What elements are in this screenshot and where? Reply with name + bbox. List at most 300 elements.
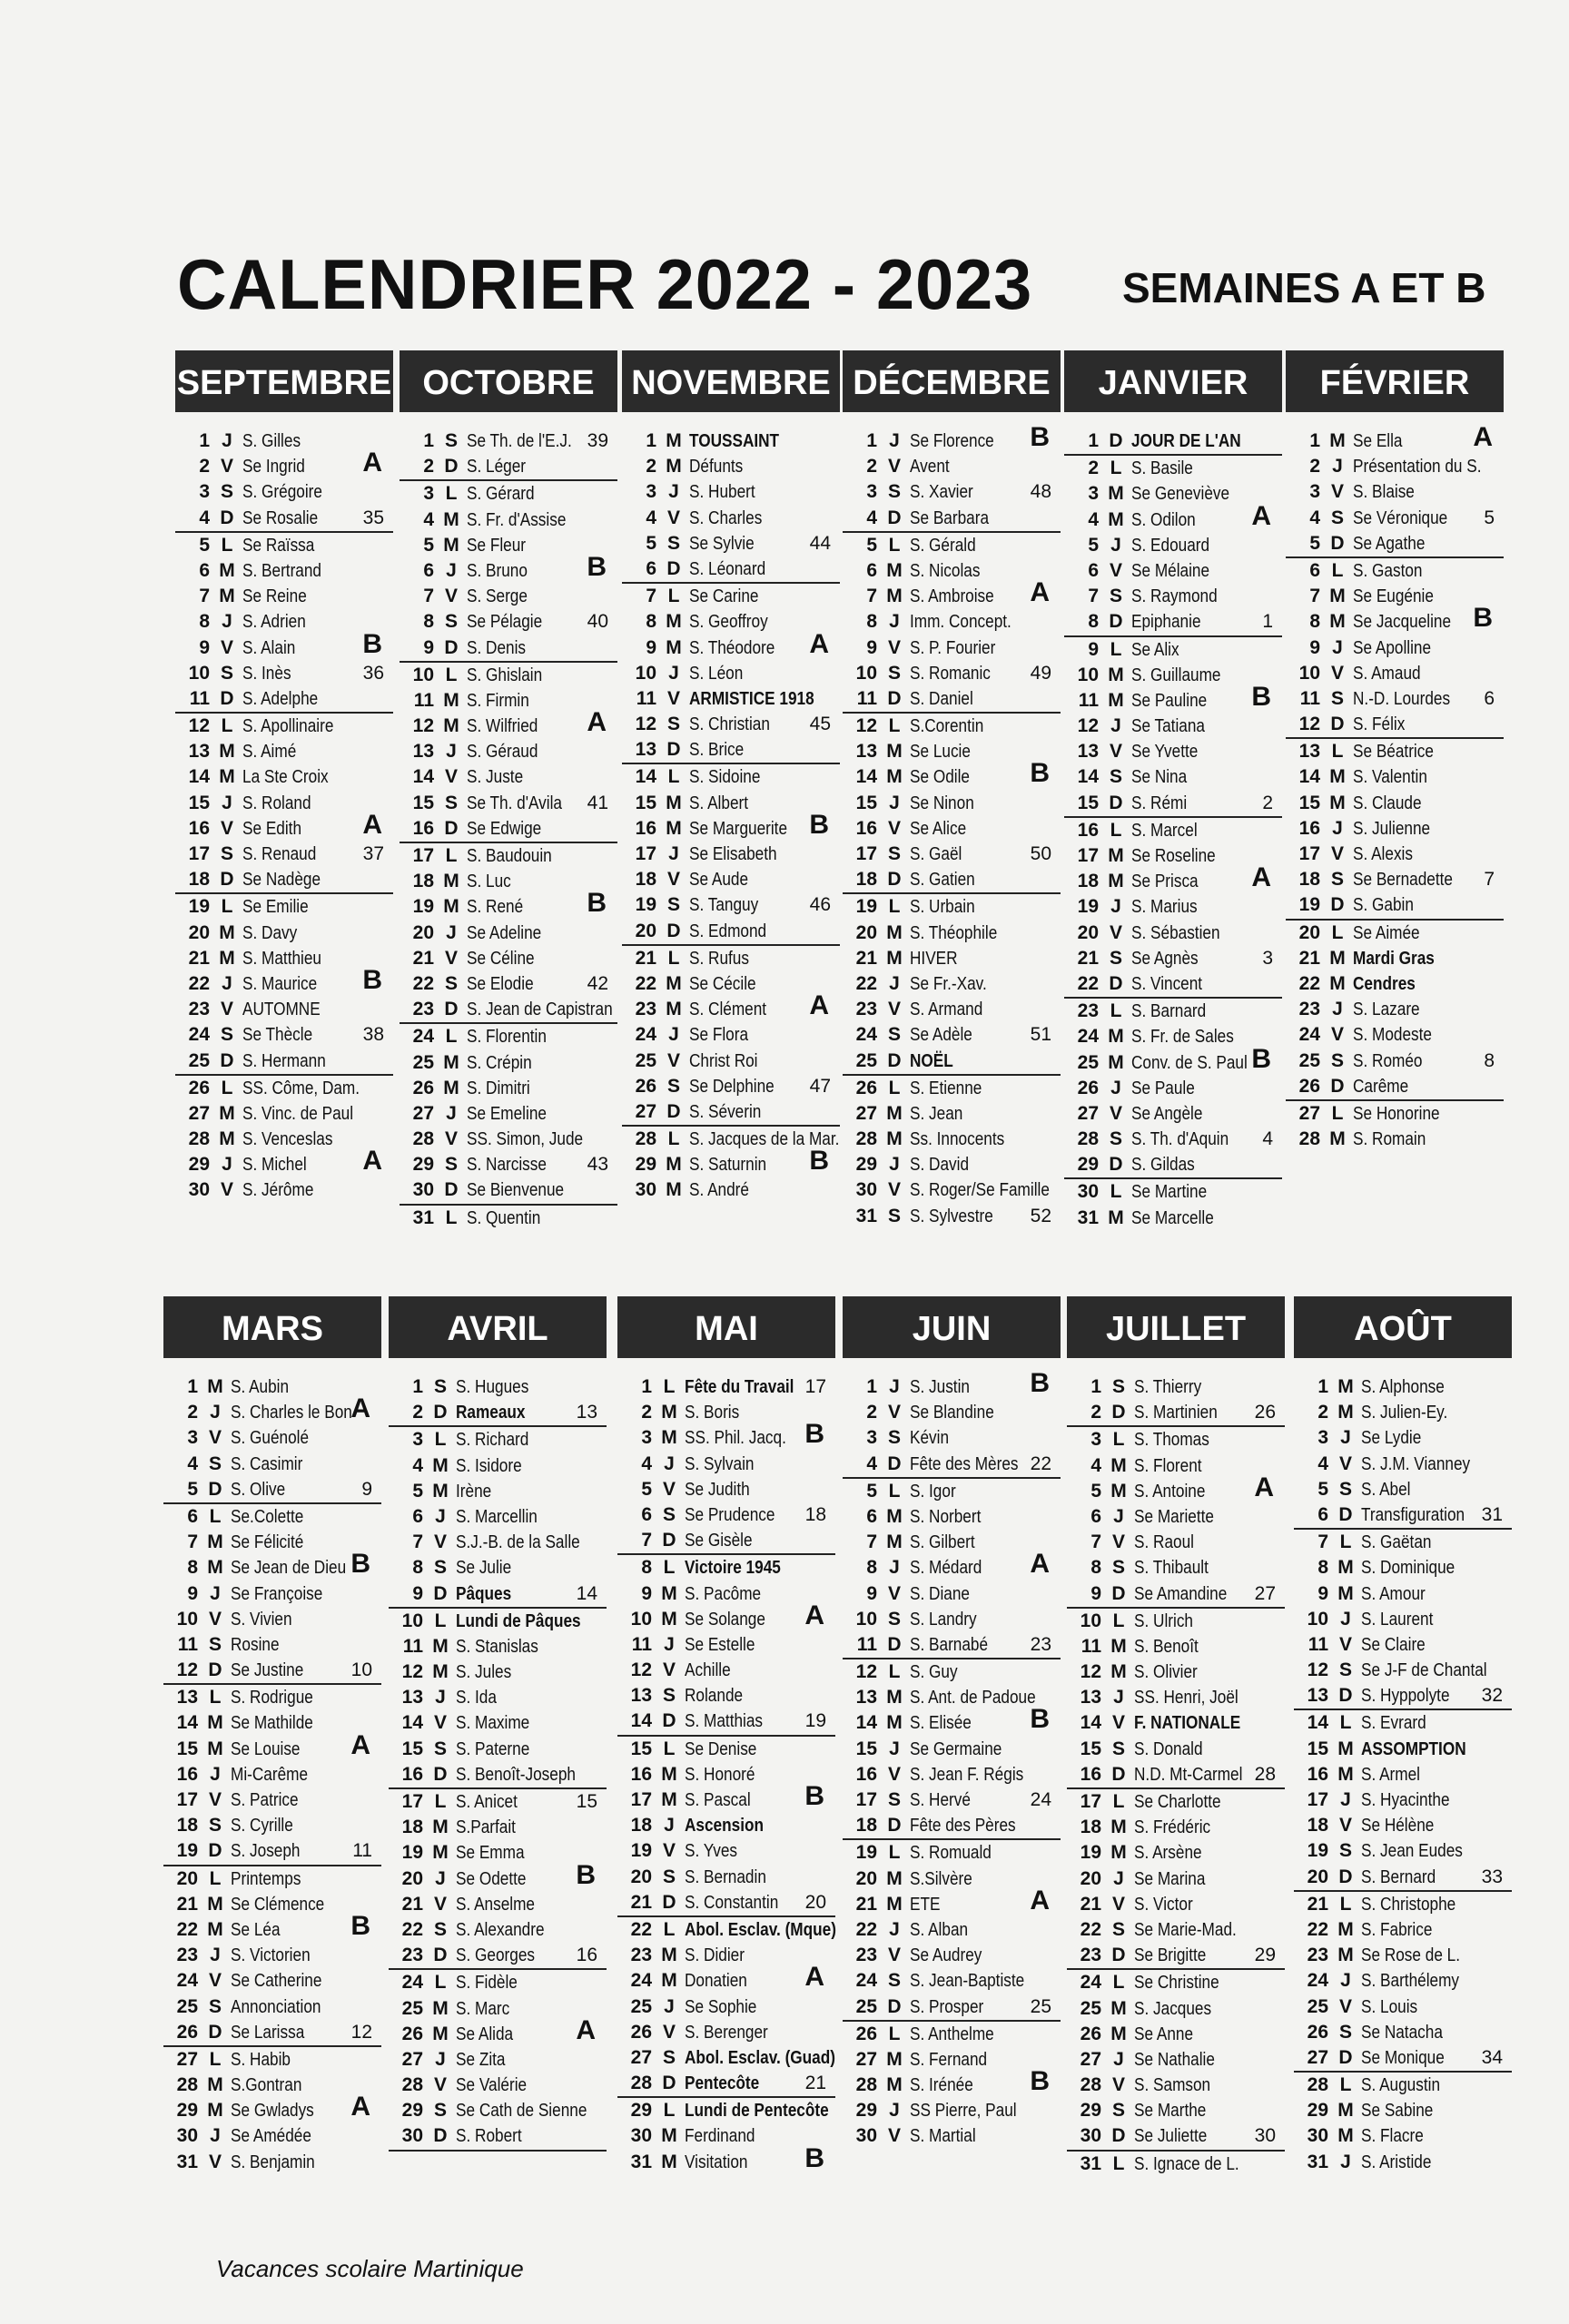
day-row (175, 506, 393, 533)
weekday-letter: M (1337, 1918, 1354, 1940)
saint-name: Se Julie (456, 1558, 512, 1579)
saint-name: S. Thibault (1134, 1558, 1209, 1579)
month-header: NOVEMBRE (622, 350, 840, 412)
weekday-letter: J (1340, 1427, 1351, 1449)
saint-name: S. Renaud (242, 844, 317, 864)
saint-name: S.Gontran (231, 2075, 302, 2096)
saint-name: Se Valérie (456, 2075, 528, 2096)
saint-name: S. Géraud (467, 742, 538, 763)
day-row (1286, 791, 1504, 816)
weekday-letter: J (1110, 1077, 1121, 1098)
weekday-letter: D (444, 817, 459, 839)
saint-name: S. Barnard (1131, 1001, 1207, 1022)
weekday-letter: V (662, 1840, 676, 1862)
week-number: 43 (587, 1154, 608, 1176)
saint-name: S. Jean Eudes (1361, 1841, 1463, 1862)
weekday-letter: V (433, 1531, 447, 1553)
saint-name: S. Luc (467, 872, 511, 892)
day-number: 23 (855, 999, 877, 1020)
day-number: 24 (401, 1972, 423, 1994)
week-number: 20 (804, 1891, 826, 1913)
day-row (617, 1994, 835, 2020)
weekday-letter: J (889, 1557, 900, 1579)
day-number: 3 (866, 481, 877, 503)
day-row (175, 1101, 393, 1127)
day-row (400, 609, 617, 635)
weekday-letter: D (1111, 1945, 1126, 1966)
weekday-letter: S (1109, 586, 1122, 607)
day-row (389, 1400, 607, 1427)
day-number: 24 (630, 1970, 652, 1992)
day-number: 19 (401, 1842, 423, 1864)
saint-name: ASSOMPTION (1361, 1738, 1466, 1759)
day-number: 6 (1088, 559, 1099, 581)
saint-name: Se Paule (1131, 1078, 1195, 1098)
saint-name: Se Raïssa (242, 535, 315, 556)
day-list (175, 428, 393, 1204)
day-number: 20 (412, 921, 434, 943)
day-number: 23 (1080, 1945, 1101, 1966)
saint-name: Se Alix (1131, 639, 1179, 660)
saint-name: Irène (456, 1481, 492, 1502)
saint-name: S. Guénolé (231, 1428, 310, 1449)
day-number: 5 (199, 534, 210, 556)
weekday-letter: D (887, 1995, 902, 2017)
day-row (1294, 2020, 1512, 2045)
day-number: 30 (635, 1179, 656, 1201)
weekday-letter: S (1330, 869, 1344, 891)
month-12 (1294, 1296, 1512, 2175)
saint-name: S. Olivier (1134, 1662, 1198, 1683)
day-row (843, 1607, 1061, 1632)
weekday-letter: J (1110, 896, 1121, 918)
saint-name: S. Davy (242, 922, 298, 943)
day-row (622, 919, 840, 946)
day-row (1067, 1634, 1285, 1659)
day-row (617, 1917, 835, 1943)
saint-name: SS. Côme, Dam. (242, 1078, 360, 1098)
weekday-letter: M (1110, 1635, 1127, 1657)
weekday-letter: J (1340, 2151, 1351, 2172)
week-number: 49 (1030, 662, 1051, 684)
month-header: AOÛT (1294, 1296, 1512, 1358)
weekday-letter: L (445, 1206, 458, 1228)
weekday-letter: L (209, 1867, 222, 1889)
saint-name: N.D. Mt-Carmel (1134, 1764, 1243, 1785)
saint-name: S. René (467, 897, 524, 918)
day-number: 19 (630, 1840, 652, 1862)
day-row (400, 739, 617, 764)
weekday-letter: M (886, 1505, 903, 1527)
day-row (1286, 479, 1504, 505)
day-number: 4 (641, 1452, 652, 1474)
weekday-letter: J (1340, 1970, 1351, 1992)
weekday-letter: S (220, 662, 233, 684)
week-number: 1 (1262, 611, 1273, 633)
week-number: 11 (352, 1840, 372, 1862)
saint-name: Se Th. d'Avila (467, 793, 562, 813)
weekday-letter: L (1112, 1791, 1125, 1812)
weekday-letter: M (207, 1712, 223, 1734)
weekday-letter: D (444, 636, 459, 658)
week-number: 5 (1484, 507, 1495, 528)
day-number: 27 (630, 2046, 652, 2068)
day-number: 14 (630, 1710, 652, 1732)
weekday-letter: M (207, 2074, 223, 2096)
saint-name: S. Th. d'Aquin (1131, 1129, 1229, 1150)
saint-name: S. Michel (242, 1155, 307, 1176)
saint-name: Se Barbara (910, 507, 990, 528)
saint-name: S. Julienne (1353, 818, 1431, 839)
weekday-letter: M (1110, 1454, 1127, 1476)
day-number: 16 (855, 1763, 877, 1785)
weekday-letter: V (208, 1970, 222, 1992)
week-number: 21 (804, 2073, 826, 2094)
day-row (175, 448, 393, 479)
saint-name: S. Théodore (689, 637, 775, 658)
day-number: 1 (199, 430, 210, 451)
day-row (1067, 2123, 1285, 2151)
day-number: 20 (1307, 1866, 1328, 1887)
day-row (1294, 2123, 1512, 2149)
day-number: 30 (412, 1179, 434, 1201)
day-row (1286, 531, 1504, 558)
weekday-letter: M (207, 1557, 223, 1579)
week-type-marker: A (1030, 577, 1050, 608)
day-number: 25 (176, 1995, 198, 2017)
saint-name: S. Flacre (1361, 2126, 1424, 2147)
weekday-letter: M (1329, 792, 1346, 813)
day-row (843, 1076, 1061, 1101)
day-number: 11 (856, 687, 877, 709)
week-type-marker: B (1030, 422, 1050, 452)
saint-name: S. Armel (1361, 1764, 1420, 1785)
day-number: 27 (188, 1102, 210, 1124)
day-row (1286, 971, 1504, 997)
weekday-letter: V (887, 1763, 901, 1785)
day-row (389, 1504, 607, 1530)
day-row (389, 1659, 607, 1685)
day-row (163, 1393, 381, 1425)
day-row (843, 1400, 1061, 1425)
day-number: 9 (412, 1582, 423, 1604)
saint-name: Se Sabine (1361, 2101, 1434, 2122)
weekday-letter: L (1110, 1000, 1122, 1022)
weekday-letter: S (666, 532, 680, 554)
weekday-letter: M (886, 1867, 903, 1889)
day-number: 20 (176, 1867, 198, 1889)
weekday-letter: M (886, 947, 903, 969)
saint-name: S. Rémi (1131, 793, 1188, 813)
day-number: 8 (1088, 611, 1099, 633)
day-number: 10 (630, 1608, 652, 1630)
day-number: 6 (423, 559, 434, 581)
saint-name: S. Gabin (1353, 895, 1414, 916)
day-number: 15 (401, 1738, 423, 1759)
day-number: 8 (646, 611, 656, 633)
day-row (1064, 663, 1282, 688)
saint-name: S. Adrien (242, 612, 306, 633)
day-row (1294, 1658, 1512, 1683)
saint-name: S. Firmin (467, 690, 529, 711)
saint-name: S. Alexis (1353, 844, 1413, 864)
day-number: 21 (855, 1893, 877, 1915)
day-number: 7 (1088, 586, 1099, 607)
day-row (389, 1996, 607, 2022)
saint-name: S. Urbain (910, 897, 975, 918)
day-row (1064, 894, 1282, 920)
day-row (843, 1022, 1061, 1048)
saint-name: S. Sylvain (685, 1453, 755, 1474)
day-row (1286, 764, 1504, 790)
day-row (1067, 1453, 1285, 1479)
day-row (1064, 971, 1282, 999)
day-list (163, 1374, 381, 2175)
day-number: 4 (646, 507, 656, 528)
day-row (389, 1970, 607, 1995)
day-number: 12 (1307, 1659, 1328, 1681)
weekday-letter: J (222, 972, 232, 994)
day-number: 23 (412, 999, 434, 1020)
week-type-marker: B (350, 1910, 370, 1941)
saint-name: Se Catherine (231, 1971, 322, 1992)
day-row (1067, 1737, 1285, 1762)
day-row (1064, 1043, 1282, 1076)
saint-name: Se Agnès (1131, 948, 1199, 969)
day-number: 16 (1307, 1763, 1328, 1785)
day-row (622, 1049, 840, 1074)
day-number: 22 (855, 972, 877, 994)
saint-name: S. Dimitri (467, 1078, 530, 1098)
weekday-letter: V (1330, 481, 1344, 503)
day-number: 7 (1090, 1531, 1101, 1553)
saint-name: Se Véronique (1353, 507, 1448, 528)
weekday-letter: J (1340, 1789, 1351, 1810)
day-number: 2 (641, 1402, 652, 1423)
saint-name: Se Mathilde (231, 1713, 313, 1734)
day-row (175, 428, 393, 454)
day-row (400, 946, 617, 971)
weekday-letter: V (433, 2074, 447, 2096)
saint-name: Se Alida (456, 2024, 514, 2044)
weekday-letter: J (210, 1945, 221, 1966)
weekday-letter: L (1110, 819, 1122, 841)
saint-name: Se Fleur (467, 535, 527, 556)
day-number: 14 (1298, 766, 1320, 788)
day-row (1067, 1789, 1285, 1815)
day-row (617, 1709, 835, 1736)
day-row (1294, 1477, 1512, 1502)
day-number: 1 (866, 1376, 877, 1397)
day-row (843, 1101, 1061, 1127)
calendar-title: CALENDRIER 2022 - 2023 (177, 244, 1033, 324)
day-number: 10 (412, 664, 434, 685)
day-number: 14 (176, 1712, 198, 1734)
week-type-marker: B (1030, 1704, 1050, 1735)
day-number: 9 (1088, 638, 1099, 660)
weekday-letter: M (207, 1531, 223, 1553)
day-number: 25 (401, 1997, 423, 2019)
saint-name: S. Christian (689, 714, 770, 735)
day-row (400, 1127, 617, 1152)
weekday-letter: M (207, 2100, 223, 2122)
weekday-letter: J (446, 921, 457, 943)
day-row (163, 2123, 381, 2149)
day-number: 18 (1080, 1817, 1101, 1838)
day-number: 22 (401, 1918, 423, 1940)
weekday-letter: S (1111, 1557, 1125, 1579)
day-row (175, 1049, 393, 1076)
saint-name: S. Boris (685, 1403, 740, 1423)
weekday-letter: D (887, 687, 902, 709)
weekday-letter: D (1111, 2125, 1126, 2147)
weekday-letter: M (666, 817, 682, 839)
saint-name: Se Bernadette (1353, 870, 1453, 891)
weekday-letter: M (666, 430, 682, 451)
day-number: 20 (1298, 921, 1320, 943)
weekday-letter: M (432, 1480, 449, 1502)
weekday-letter: L (1112, 1429, 1125, 1451)
weekday-letter: M (886, 766, 903, 788)
saint-name: S. Gaël (910, 844, 962, 864)
day-number: 20 (401, 1867, 423, 1889)
day-number: 4 (412, 1454, 423, 1476)
day-number: 17 (1307, 1789, 1328, 1810)
saint-name: Se Yvette (1131, 742, 1199, 763)
saint-name: Se Charlotte (1134, 1792, 1221, 1812)
day-row (163, 1374, 381, 1400)
week-number: 34 (1481, 2046, 1503, 2068)
saint-name: Se Louise (231, 1738, 301, 1759)
day-number: 3 (646, 481, 656, 503)
weekday-letter: L (209, 1505, 222, 1527)
day-row (400, 921, 617, 946)
day-number: 27 (855, 2048, 877, 2070)
day-row (1067, 1892, 1285, 1917)
saint-name: Conv. de S. Paul (1131, 1052, 1248, 1073)
day-row (400, 707, 617, 739)
weekday-letter: J (664, 1995, 675, 2017)
day-number: 10 (855, 662, 877, 684)
day-row (389, 1815, 607, 1840)
day-number: 31 (176, 2151, 198, 2172)
day-number: 5 (866, 534, 877, 556)
week-type-marker: A (362, 1146, 382, 1177)
day-row (622, 971, 840, 997)
day-row (1294, 1607, 1512, 1632)
day-number: 30 (630, 2125, 652, 2147)
week-number: 18 (804, 1503, 826, 1525)
day-row (617, 1400, 835, 1425)
day-number: 21 (176, 1893, 198, 1915)
weekday-letter: S (433, 1557, 447, 1579)
day-number: 3 (199, 481, 210, 503)
saint-name: Se Cécile (689, 973, 756, 994)
saint-name: S. Vincent (1131, 973, 1203, 994)
saint-name: S. Hyacinthe (1361, 1790, 1450, 1810)
week-number: 25 (1030, 1995, 1051, 2017)
week-type-marker: A (804, 1962, 824, 1993)
saint-name: S. Didier (685, 1945, 745, 1966)
weekday-letter: S (1338, 1478, 1352, 1500)
saint-name: S. Elisée (910, 1713, 972, 1734)
day-number: 22 (1077, 972, 1099, 994)
day-row (175, 997, 393, 1022)
day-list (400, 428, 617, 1231)
week-number: 47 (809, 1075, 831, 1097)
saint-name: SS. Phil. Jacq. (685, 1428, 786, 1449)
day-row (1064, 428, 1282, 456)
day-row (617, 2071, 835, 2098)
day-row (163, 1658, 381, 1685)
weekday-letter: L (1112, 1972, 1125, 1994)
weekday-letter: M (886, 1712, 903, 1734)
weekday-letter: D (444, 456, 459, 478)
day-row (617, 1528, 835, 1555)
weekday-letter: D (433, 1763, 448, 1785)
day-number: 28 (635, 1128, 656, 1150)
weekday-letter: M (1329, 430, 1346, 451)
day-row (1064, 739, 1282, 764)
saint-name: S. Claude (1353, 793, 1422, 813)
day-row (400, 635, 617, 663)
day-row (1294, 1968, 1512, 1994)
weekday-letter: M (666, 456, 682, 478)
saint-name: S.Parfait (456, 1817, 516, 1838)
day-number: 18 (630, 1815, 652, 1837)
weekday-letter: V (220, 999, 233, 1020)
day-row (1294, 1502, 1512, 1530)
weekday-letter: J (889, 1376, 900, 1397)
weekday-letter: M (661, 1608, 677, 1630)
day-number: 19 (1077, 896, 1099, 918)
week-number: 42 (587, 972, 608, 994)
saint-name: S. Robert (456, 2126, 522, 2147)
saint-name: Se Lucie (910, 742, 971, 763)
day-number: 11 (402, 1635, 423, 1657)
day-row (1286, 712, 1504, 739)
day-row (843, 533, 1061, 558)
weekday-letter: D (662, 1530, 676, 1551)
day-number: 12 (855, 1661, 877, 1683)
week-number: 29 (1254, 1945, 1276, 1966)
saint-name: S. Aristide (1361, 2152, 1432, 2172)
day-row (622, 791, 840, 816)
weekday-letter: M (666, 1179, 682, 1201)
day-list (1294, 1374, 1512, 2175)
day-number: 11 (189, 687, 210, 709)
weekday-letter: J (668, 843, 679, 864)
saint-name: S. Ant. de Padoue (910, 1688, 1036, 1709)
weekday-letter: S (887, 1024, 901, 1046)
saint-name: Se Brigitte (1134, 1945, 1207, 1966)
day-row (843, 1917, 1061, 1943)
day-number: 9 (1309, 636, 1320, 658)
weekday-letter: J (446, 1102, 457, 1124)
day-number: 9 (1090, 1582, 1101, 1604)
day-number: 31 (1080, 2152, 1101, 2174)
day-row (1294, 1737, 1512, 1762)
weekday-letter: S (1109, 766, 1122, 788)
weekday-letter: M (1110, 1842, 1127, 1864)
day-row (400, 869, 617, 894)
day-number: 26 (1077, 1077, 1099, 1098)
day-number: 2 (646, 456, 656, 478)
day-number: 12 (1080, 1661, 1101, 1683)
weekday-letter: L (221, 715, 233, 737)
weekday-letter: M (432, 1454, 449, 1476)
saint-name: HIVER (910, 948, 958, 969)
